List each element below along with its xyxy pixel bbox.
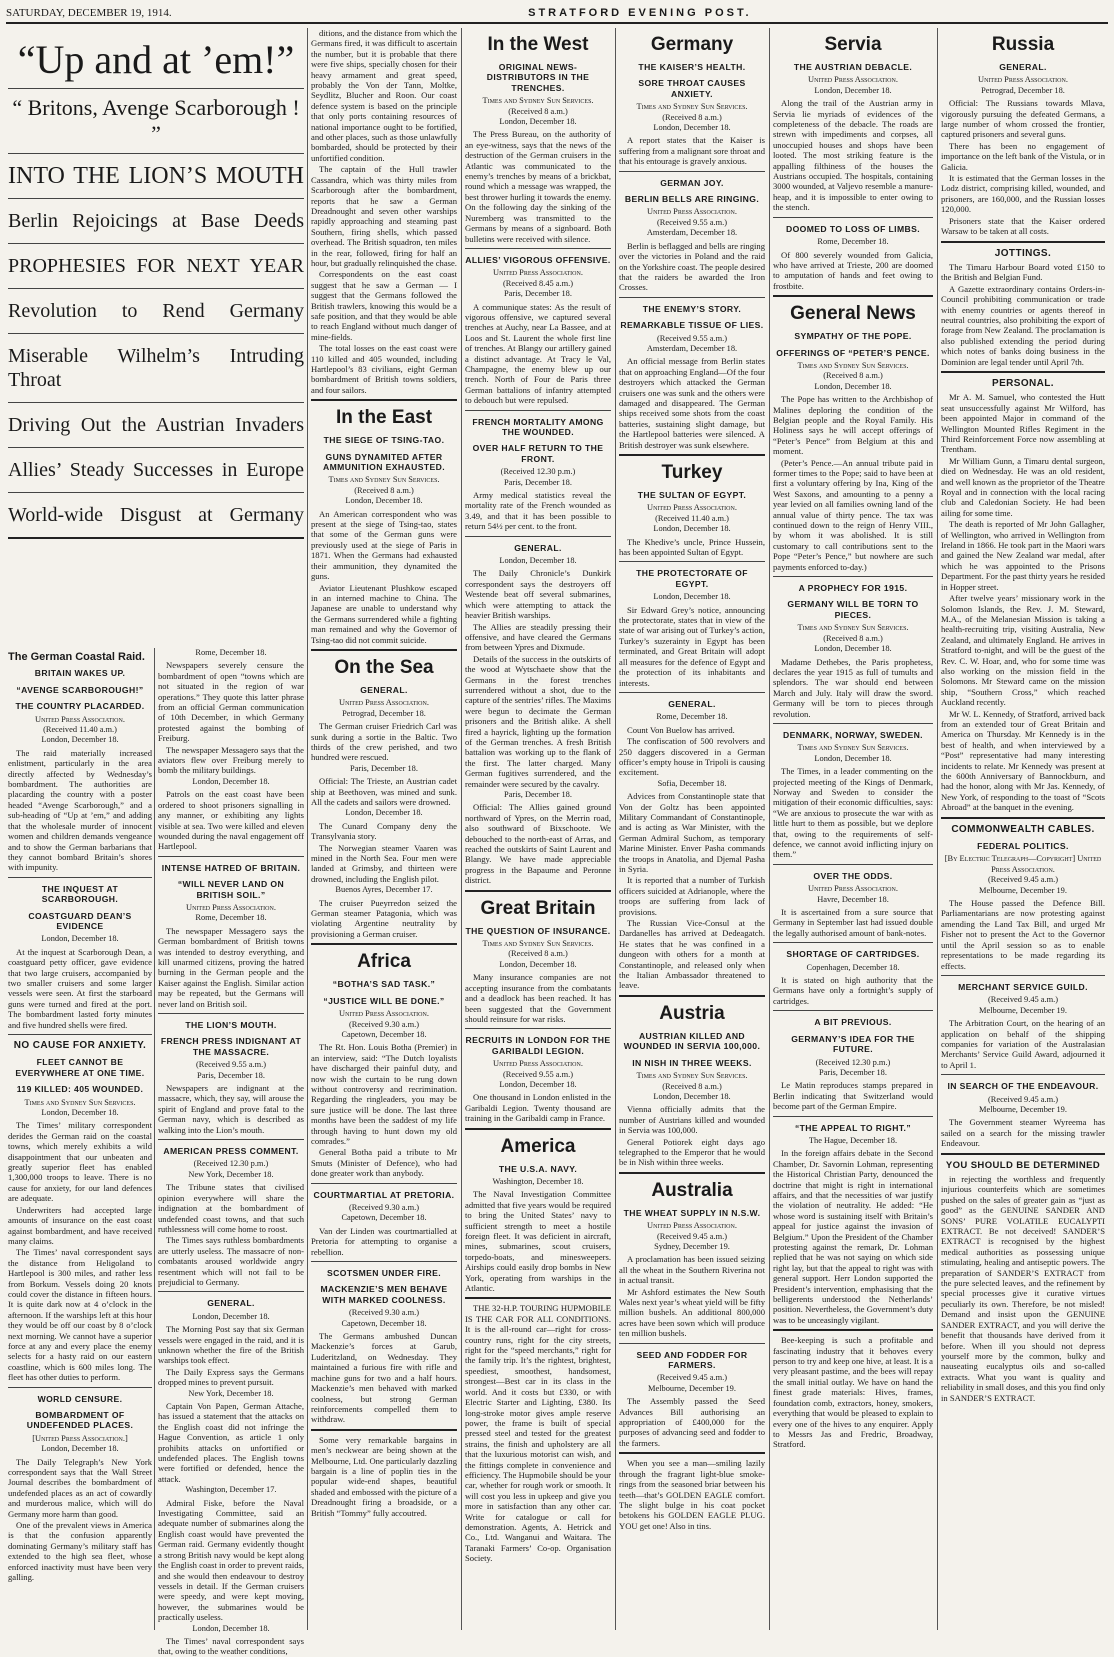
subhead: THE U.S.A. NAVY. [498, 1163, 578, 1174]
received: (Received 9.45 a.m.) [988, 875, 1058, 885]
dateline: London, December 18. [192, 1311, 270, 1321]
paragraph: Le Matin reproduces stamps prepared in Berlin indicating that Switzerland would become part of the German Empire. [773, 1080, 933, 1112]
dateline: London, December 18. [499, 117, 577, 127]
dateline: London, December 18. [41, 1108, 119, 1118]
jottings-title: JOTTINGS. [994, 247, 1052, 259]
dateline: Washington, December 18. [492, 1176, 584, 1186]
section-in-the-east: In the East [335, 407, 433, 429]
dateline: London, December 18. [345, 808, 423, 818]
paragraph: The Russian Vice-Consul at the Dardanelles has arrived at Dedeagatch. He states that he was confined in a dungeon with others for a month at Constantinople, and released only when the Italian Ambassador threatened to leave. [619, 918, 765, 991]
dateline: London, December 18. [41, 1444, 119, 1454]
section-russia: Russia [991, 34, 1055, 55]
agency: Times and Sydney Sun Services. [797, 743, 909, 753]
masthead [6, 4, 1108, 24]
agency: United Press Association. [493, 268, 583, 278]
subhead: FEDERAL POLITICS. [977, 841, 1069, 852]
subhead: MACKENZIE’S MEN BEHAVE WITH MARKED COOLNESS. [320, 1284, 448, 1305]
agency: Times and Sydney Sun Services. [328, 475, 440, 485]
subhead: OVER THE ODDS. [813, 870, 893, 881]
paragraph: Mr A. M. Samuel, who contested the Hutt seat unsuccessfully against Mr Wilford, has been appointed Major in command of the Wellington Mounted Rifles Regiment in the Third Reinforcement Force now assembling at Trentham. [941, 392, 1105, 455]
dateline: New York, December 18. [188, 1388, 274, 1398]
paragraph: Newspapers severely censure the bombardment of open “towns which are not situated in the region of war operations.” They quote this latter phrase from an official German communication of 10th December, in which Germany protested against the bombing of Freiburg. [158, 660, 304, 744]
paragraph: At the inquest at Scarborough Dean, a coastguard petty officer, gave evidence that two large cruisers, accompanied by two smaller cruisers and some larger vessels were seen. At first the starboard guns were turned and fired at the port. The bombardment lasted forty minutes and five hundred shells were fired. [8, 946, 152, 1030]
dateline: Capetown, December 18. [341, 1213, 427, 1223]
subhead: SEED AND FODDER FOR FARMERS. [636, 1349, 748, 1371]
section-on-the-sea: On the Sea [334, 656, 434, 678]
column-5 [773, 28, 933, 1630]
paragraph: ditions, and the distance from which the Germans fired, it was difficult to ascertain the number, but it is probable that there were five ships, specially chosen for their heavy armament and great speed, probably the Von der Tann, Moltke, Seydlitz, Blucher and Roon. Our coast defence system is based on the principle that only ports containing resources of national importance ought to be fortified, and other places, such as those unlawfully bombarded, should be protected by their unfortified condition. [311, 28, 457, 163]
headline-9: Allies’ Steady Successes in Europe [8, 459, 304, 481]
paragraph: The captain of the Hull trawler Cassandra, which was thirty miles from Scarborough after the bombardment, reports that he saw a German Dreadnought and seven other warships rapidly approaching and steaming past Southern, firing shells, which passed overhead. The British squadron, ten miles in the rear, followed, firing for half an hour, but gradually relinquished the chase. [311, 164, 457, 268]
dateline: Petrograd, December 18. [981, 85, 1065, 95]
agency: [By Electric Telegraph—Copyright] United Press Association. [944, 854, 1102, 874]
french-press-title: FRENCH PRESS INDIGNANT AT THE MASSACRE. [160, 1036, 302, 1057]
killed-sub: 119 KILLED: 405 WOUNDED. [16, 1084, 144, 1095]
received: (Received 12.30 p.m.) [815, 1057, 891, 1067]
paragraph: In the foreign affairs debate in the Second Chamber, Dr. Savornin Lohman, representing the Historical Christian Party, denounced the doctrine that might is right in international affairs, and that the necessities of war justify the violation of neutrality. He added: “He whose word is sustaining itself with Britain’s appeal for justice against the invasion of Belgium.” Upon the President of the Chamber protesting against the remark, Dr. Lohman replied that he was not saying on which side right lay, but that the appeal to right was with general support. Herr London supported the President’s intervention, emphasising that the belligerents understood the Netherlands’ position. Nevertheless, the Government’s duty was to be unceasingly vigilant. [773, 1148, 933, 1325]
bombardment-title: BOMBARDMENT OF UNDEFENDED PLACES. [26, 1410, 134, 1431]
inquest-title: THE INQUEST AT SCARBOROUGH. [41, 883, 119, 905]
dateline: London, December 18. [192, 1623, 270, 1633]
headline-2: “ Britons, Avenge Scarborough ! ” [12, 95, 300, 146]
received: (Received 8 a.m.) [823, 371, 883, 381]
agency: United Press Association. [808, 884, 898, 894]
dateline: Petrograd, December 18. [342, 708, 426, 718]
raid-sub2: “AVENGE SCARBOROUGH!” [16, 684, 144, 695]
paragraph: The Times’ naval correspondent says that, owing to the weather conditions, [158, 1635, 304, 1657]
dateline: Melbourne, December 19. [979, 1005, 1067, 1015]
anxiety-title: NO CAUSE FOR ANXIETY. [13, 1040, 147, 1051]
received: (Received 8 a.m.) [354, 485, 414, 495]
paragraph: Newspapers are indignant at the massacre, which, they say, will arouse the spirit of England and prove fatal to the German navy, which is described as walking into the Lion’s mouth. [158, 1083, 304, 1135]
paragraph: The death is reported of Mr John Gallagher, of Wellington, who arrived in Wellington from Ireland in 1866. He took part in the Maori wars and gained the New Zealand war medal, after which he was appointed to the Prisons Department. For the past thirty years he resided in Hopper street. [941, 519, 1105, 592]
agency: United Press Association. [339, 1009, 429, 1019]
main-headline: “Up and at ’em!” [17, 37, 295, 82]
paragraph: The newspaper Messagero says the German bombardment of British towns was intended to destroy everything, and kill unarmed citizens, proving the hatred burning in the German people and the Kaiser against the English. Similar action may be repeated, but the Germans will never land on British soil. [158, 925, 304, 1009]
advertisement: Some very remarkable bargains in men’s neckwear are being shown at the Melbourne, Ltd. One particularly dazzling bargain is a line of poplin ties in the popular wide-end shapes, beautiful shaded and embossed with the picture of a Dreadnought firing a broadside, or a British “Tommy” fully accoutred. [311, 1434, 457, 1518]
raid-title: The German Coastal Raid. [8, 651, 145, 663]
dateline: Rome, December 18. [817, 237, 889, 247]
subhead: GUNS DYNAMITED AFTER AMMUNITION EXHAUSTED. [322, 451, 446, 473]
dateline: Capetown, December 18. [341, 1318, 427, 1328]
column-6 [941, 28, 1105, 1630]
paragraph: Van der Linden was courtmartialled at Pretoria for attempting to organise a rebellion. [311, 1225, 457, 1257]
received: (Received 9.55 a.m.) [657, 333, 727, 343]
paragraph: Sir Edward Grey’s notice, announcing the protectorate, states that in view of the state of war arising out of Turkey’s action, Turkey’s suzerainty in Egypt has been terminated, and Great Britain will adopt all measures for the defence of Egypt and the protection of its inhabitants and interests. [619, 604, 765, 688]
subhead: GENERAL. [999, 62, 1047, 72]
paragraph: Army medical statistics reveal the mortality rate of the French wounded as 3.49, and that it has been possible to return 54½ per cent. to the front. [465, 490, 611, 532]
world-title: WORLD CENSURE. [37, 1393, 123, 1404]
subhead: DOOMED TO LOSS OF LIMBS. [785, 223, 921, 234]
section-america: America [500, 1135, 576, 1157]
subhead: THE PROTECTORATE OF EGYPT. [636, 568, 748, 589]
paragraph: The Daily Express says the Germans dropped mines to prevent pursuit. [158, 1366, 304, 1388]
dateline: London, December 18. [814, 85, 892, 95]
subhead: “BOTHA’S SAD TASK.” [332, 979, 436, 990]
received: (Received 8 a.m.) [508, 949, 568, 959]
raid-sub1: BRITAIN WAKES UP. [34, 668, 126, 679]
paragraph: Official: The Russians towards Mlava, vigorously pursuing the defeated Germans, a large number of whom crossed the frontier, captured prisoners and several guns. [941, 98, 1105, 140]
received: (Received 11.40 a.m.) [43, 725, 117, 735]
paragraph: The Times, in a leader commenting on the projected meeting of the Kings of Denmark, Norway and Sweden to consider the mitigation of their economic difficulties, says: “We are anxious to prosecute the war with as little hurt to them as possible, but we deplore that, owing to the requirements of self-defence, we cannot avoid inflicting injury on them.” [773, 766, 933, 860]
paragraph: Berlin is beflagged and bells are ringing over the victories in Poland and the raid on the Yorkshire coast. The people desired that the raiders be awarded the Iron Crosses. [619, 240, 765, 293]
paragraph: Admiral Fiske, before the Naval Investigating Committee, said an adequate number of submarines along the English coast would have prevented the German raid. Germany evidently thought a strong British navy would be kept along the English coast in order to prevent raids, and she would then endeavour to destroy vessels in detail. If the German cruisers were speedy, and were kept moving, however, the submarines would be practically useless. [158, 1497, 304, 1623]
advertisement: Bee-keeping is such a profitable and fascinating industry that it behoves every person to try and keep one hive, at least. It is a very pleasant pastime, and the bees will repay the small initial outlay. We have on hand the finest grade materials: Hives, frames, foundation comb, extractors, honey, smokers, everything that would be pleased to explain to every one of the hives to any enquirer. Apply to Messrs Jas and Fredric, Broadway, Stratford. [773, 1335, 933, 1450]
paragraph: The confiscation of 500 revolvers and 250 daggers discovered in a German officer’s empty house in Tripoli is causing excitement. [619, 736, 765, 778]
paragraph: The Rt. Hon. Louis Botha (Premier) in an interview, said: “The Dutch loyalists have discharged their painful duty, and now wish the curtain to be rung down without controversy and recrimination. Regarding the ringleaders, you may be sure justice will be done. The last three months have been the saddest of my life through having to hunt down my old comrades.” [311, 1042, 457, 1146]
dateline: The Hague, December 18. [808, 1135, 898, 1145]
dateline: London, December 18. [653, 592, 731, 602]
paragraph: The raid materially increased enlistment, particularly in the area directly affected by Wednesday’s bombardment. The authorities are placarding the country with a poster headed “Avenge Scarborough,” and a sub-heading of “Up at ’em,” and adding that the wholesale murder of innocent women and children demands vengeance and to show the German barbarians that they cannot bombard Britain’s shores with impunity. [8, 747, 152, 873]
column-1a [8, 648, 152, 1630]
subhead: THE ENEMY’S STORY. [642, 303, 742, 314]
subhead: GENERAL. [514, 542, 562, 553]
paragraph: The Allies are steadily pressing their offensive, and have cleared the Germans from between Ypres and Dixmude. [465, 621, 611, 653]
received: (Received 11.40 a.m.) [655, 513, 729, 523]
subhead: A BIT PREVIOUS. [814, 1017, 892, 1028]
subhead: SHORTAGE OF CARTRIDGES. [786, 949, 920, 960]
received: (Received 9.30 a.m.) [349, 1203, 419, 1212]
dateline: Paris, December 18. [819, 1067, 887, 1077]
inquest-sub: COASTGUARD DEAN’S EVIDENCE [28, 910, 132, 931]
dateline: London, December 18. [345, 496, 423, 506]
dateline: Melbourne, December 19. [979, 1104, 1067, 1114]
subhead: “JUSTICE WILL BE DONE.” [323, 995, 445, 1006]
paragraph: One of the prevalent views in America is that the confusion apparently dominating Germany’s military staff has extended to the high sea fleet, whose enforced inactivity must have been very galling. [8, 1520, 152, 1583]
headline-7: Miserable Wilhelm’s Intruding Throat [8, 345, 304, 391]
subhead: GENERAL. [360, 684, 408, 695]
subhead: GERMANY WILL BE TORN TO PIECES. [787, 599, 919, 620]
subhead: GERMAN JOY. [660, 177, 724, 188]
ad-title: YOU SHOULD BE DETERMINED [945, 1159, 1101, 1171]
paragraph: Madame Dethebes, the Paris prophetess, declares the year 1915 as full of tumults and splendors. The war should end between March and July. Italy will draw the sword. Germany will be torn to pieces through revolution. [773, 656, 933, 719]
paragraph: Underwriters had accepted large amounts of insurance on the east coast against bombardment, and have received many claims. [8, 1204, 152, 1246]
advertisement: in rejecting the worthless and frequently injurious counterfeits which are sometimes pushed on the sales of greater gain as “just as good” as the GENUINE SANDER AND SONS’ PURE VOLATILE EUCALYPTI EXTRACT. Be not deceived! SANDER’S EXTRACT is recognised by the highest medical authorities as possessing unique stimulating, healing and antiseptic powers. The preparation of SANDER’S EXTRACT from the pure selected leaves, and the refinement by special processes give it curative virtues peculiarly its own. Therefore, be not misled! Demand and insist upon the GENUINE SANDER EXTRACT, and you will derive the benefit that thousands have derived from it before. When ill you should not depress yourself more by the common, bulky and nauseating eucalyptus oils and so-called extracts. What you want is quality and reliability in small doses, and this you find only in SANDER’S EXTRACT. [941, 1174, 1105, 1403]
subhead: THE AUSTRIAN DEBACLE. [793, 62, 913, 72]
subhead: FRENCH MORTALITY AMONG THE WOUNDED. [472, 416, 604, 437]
paragraph: The Morning Post say that six German vessels were engaged in the raid, and it is unknown whether the fire of the British warships took effect. [158, 1324, 304, 1366]
lions-title: THE LION’S MOUTH. [185, 1020, 277, 1030]
dateline: London, December 18. [499, 959, 577, 969]
subhead: AUSTRIAN KILLED AND WOUNDED IN SERVIA 100,000. [623, 1030, 761, 1052]
paragraph: The House passed the Defence Bill. Parliamentarians are now protesting against amending the Land Tax Bill, and urged Mr Fisher not to present the Act to the Governor until the April session so as to enable representations to be made regarding its effects. [941, 898, 1105, 971]
agency: Times and Sydney Sun Services. [482, 96, 594, 106]
paragraph: The cruiser Pueyrredon seized the German steamer Patagonia, which was violating Argentine neutrality by provisioning a German cruiser. [311, 897, 457, 939]
dateline: London, December 18. [499, 556, 577, 566]
subhead: MERCHANT SERVICE GUILD. [958, 981, 1088, 992]
subhead: COURTMARTIAL AT PRETORIA. [313, 1189, 455, 1200]
paragraph: Many insurance companies are not accepting insurance from the combatants and a deadlock has been reached. It has been suggested that the Government should reinsure for war risks. [465, 972, 611, 1024]
paragraph: It is stated on high authority that the Germans have only a fortnight’s supply of cartridges. [773, 975, 933, 1006]
agency: Times and Sydney Sun Services. [24, 1097, 136, 1107]
subhead: DENMARK, NORWAY, SWEDEN. [783, 729, 923, 740]
paragraph: One thousand in London enlisted in the Garibaldi Legion. Twenty thousand are training in the Garibaldi camp in France. [465, 1092, 611, 1124]
paragraph: Official: The Trieste, an Austrian cadet ship at Beethoven, was mined and sunk. All the cadets and sailors were drowned. [311, 776, 457, 807]
agency: Times and Sydney Sun Services. [636, 1071, 748, 1081]
column-3 [465, 28, 611, 1630]
headline-10: World-wide Disgust at Germany [8, 504, 304, 526]
dateline: London, December 18. [41, 934, 119, 944]
agency: United Press Association. [647, 207, 737, 217]
subhead: RECRUITS IN LONDON FOR THE GARIBALDI LEGION. [465, 1035, 611, 1056]
issue-date: SATURDAY, DECEMBER 19, 1914. [6, 7, 172, 19]
received: (Received 8 a.m.) [508, 106, 568, 116]
subhead: “THE APPEAL TO RIGHT.” [794, 1122, 912, 1133]
section-germany: Germany [650, 34, 734, 55]
subhead: IN NISH IN THREE WEEKS. [632, 1057, 752, 1068]
headline-3: INTO THE LION’S MOUTH [8, 163, 304, 189]
headline-4: Berlin Rejoicings at Base Deeds [8, 210, 304, 232]
received: (Received 9.45 a.m.) [988, 995, 1058, 1005]
dateline: Paris, December 18. [504, 790, 572, 799]
dateline: Washington, December 17. [185, 1485, 277, 1495]
section-austria: Austria [659, 1002, 725, 1024]
paragraph: The Naval Investigation Committee admitted that five years would be required to bring the United States’ navy to sufficient strength to meet a hostile foreign fleet. It was deficient in aircraft, mines, submarines, scout cruisers, torpedo-boats, and minesweepers. Airships could easily drop bombs in New York, operating from warships in the Atlantic. [465, 1189, 611, 1294]
section-australia: Australia [651, 1179, 733, 1201]
agency: United Press Association. [978, 75, 1068, 85]
dateline: London, December 18. [499, 1079, 577, 1089]
subhead: REMARKABLE TISSUE OF LIES. [620, 320, 764, 331]
dateline: Rome, December 18. [656, 712, 728, 722]
paragraph: Patrols on the east coast have been ordered to shoot prisoners signalling in any manner, or exhibiting any lights visible at sea. Two were killed and eleven wounded during the naval engagement off Hartlepool. [158, 789, 304, 852]
paragraph: Details of the success in the outskirts of the wood at Wytschaete show that the Germans in the forest trenches surrendered without a shot, due to the capture of the sentries’ rifles. The Maxims were begun to decimate the German prisoners and the British alike. A shell fired a hayrick, lighting up the formation of the German trenches. A fresh British battalion was working up to the flank of the first. The latter charged. Many German fugitives surrendered, and the remainder were secured by the cavalry. [465, 653, 611, 789]
dateline: London, December 18. [653, 1091, 731, 1101]
paragraph: The Times says ruthless bombardments are utterly useless. The massacre of non-combatants aroused worldwide angry resentment which will not fail to be prejudicial to Germany. [158, 1235, 304, 1287]
paragraph: It is ascertained from a sure source that Germany in September last had issued double the legally authorised amount of bank-notes. [773, 907, 933, 938]
paragraph: Correspondents on the east coast suggest that he saw a German — I suggest that the Germans followed the British trawlers, knowing this would be a safe position, and that they would be able to reach England without much danger of mine-fields. [311, 269, 457, 342]
agency: United Press Association. [35, 714, 125, 724]
anxiety-sub: FLEET CANNOT BE EVERYWHERE AT ONE TIME. [15, 1057, 145, 1078]
dateline: Paris, December 18. [504, 477, 572, 487]
paragraph: An official message from Berlin states that on approaching England—Of the four destroyers which attacked the German cruisers one was sunk and the others were damaged and disappeared. The German ships received some shots from the coast batteries, sustaining slight damage, but the Hartlepool batteries were silenced. A British destroyer was sunk elsewhere. [619, 356, 765, 450]
paragraph: The Khedive’s uncle, Prince Hussein, has been appointed Sultan of Egypt. [619, 536, 765, 558]
advertisement: THE 32-H.P. TOURING HUPMOBILE IS THE CAR FOR ALL CONDITIONS. It is the all-round car—right for cross-country runs, right for the city streets, right for the “speed merchants,” right for the family trip. It’s the rightest, brightest, speediest, smoothest, handsomest, strongest—Best car in its class in the world. And it costs but £330, or with Electric Starter and Lighting, £380. Its long-stroke motor gives ample reserve power, the frame is built of special pressed steel and tested for the greatest strains, the finish and upholstery are all that the luxurious motorist can wish, and the fittings complete in convenience and efficiency. The Hupmobile should be your car, whether for rough work or smooth. It will cost you less in upkeep and give you more in satisfaction than any other car. Write for catalogue or call for demonstration. Agents, A. Hetrick and Co., Ltd. Wanganui and Waitara. The Taranaki Farmers’ Co-op. Organisation Society. [465, 1303, 611, 1564]
subhead: GENERAL. [668, 698, 716, 709]
subhead: ORIGINAL NEWS-DISTRIBUTORS IN THE TRENCHES. [486, 62, 590, 93]
commonwealth-title: COMMONWEALTH CABLES. [951, 823, 1095, 835]
received: (Received 9.45 a.m.) [657, 1373, 727, 1383]
paragraph: Vienna officially admits that the number of Austrians killed and wounded in Servia was 100,000. [619, 1104, 765, 1136]
column-2 [311, 28, 457, 1630]
column-1b [158, 648, 304, 1657]
paragraph: It is estimated that the German losses in the Lodz district, comprising killed, wounded, and prisoners, are 160,000, and the Russian losses 120,000. [941, 173, 1105, 215]
agency: [United Press Association.] [32, 1433, 128, 1443]
received: (Received 12.30 p.m.) [500, 467, 576, 477]
dateline: Amsterdam, December 18. [646, 228, 738, 238]
agency: United Press Association. [808, 75, 898, 85]
american-press-title: AMERICAN PRESS COMMENT. [163, 1146, 299, 1157]
received: (Received 9.55 a.m.) [657, 217, 727, 227]
received: (Received 8 a.m.) [823, 633, 883, 643]
dateline: London, December 18. [192, 776, 270, 786]
paragraph: Count Von Buelow has arrived. [627, 724, 735, 735]
hatred-title: INTENSE HATRED OF BRITAIN. [161, 862, 301, 873]
subhead: OFFERINGS OF “PETER’S PENCE. [776, 347, 930, 358]
paragraph: The Pope has written to the Archbishop of Malines deploring the condition of the Belgian people and the Royal Family. His Holiness says he will accept offerings of “Peter’s Pence” from Belgium at this and moment. [773, 394, 933, 457]
received: (Received 12.30 p.m.) [193, 1159, 269, 1169]
never-title: “WILL NEVER LAND ON BRITISH SOIL.” [177, 879, 285, 900]
subhead: THE SIEGE OF TSING-TAO. [323, 435, 445, 446]
received: (Received 9.45 a.m.) [988, 1094, 1058, 1104]
paragraph: Advices from Constantinople state that Von der Goltz has been appointed Military Commandant of Constantinople, and is acting as War Minister, with the German Admiral Suchom, as temporary Marine Minister. Enver Pasha commands the troops in Anatolia, and Djemal Pasha in Syria. [619, 791, 765, 874]
subhead: A PROPHECY FOR 1915. [798, 583, 908, 594]
section-great-britain: Great Britain [480, 897, 596, 919]
paragraph: The Government steamer Wyreema has sailed on a search for the missing trawler Endeavour. [941, 1117, 1105, 1149]
dateline: London, December 18. [814, 753, 892, 763]
subhead: THE SULTAN OF EGYPT. [637, 490, 747, 500]
paragraph: The total losses on the east coast were 110 killed and 405 wounded, including Hartlepool’s 83 civilians, eight German bombardment of British towns soldiers, and four sailors. [311, 343, 457, 395]
dateline: Rome, December 18. [195, 913, 267, 923]
subhead: BERLIN BELLS ARE RINGING. [624, 194, 760, 205]
dateline: London, December 18. [653, 524, 731, 534]
dateline: Paris, December 18. [197, 1070, 265, 1080]
newspaper-title: STRATFORD EVENING POST. [528, 7, 752, 19]
paragraph: Mr Ashford estimates the New South Wales next year’s wheat yield will be fifty million bushels. An additional 800,000 acres have been sown which will produce ten million bushels. [619, 1286, 765, 1339]
headline-8: Driving Out the Austrian Invaders [8, 414, 304, 436]
section-servia: Servia [824, 34, 882, 55]
paragraph: The newspaper Messagero says that the aviators flew over Freiburg merely to bomb the military buildings. [158, 744, 304, 776]
dateline: Sofia, December 18. [657, 778, 727, 788]
dateline: Copenhagen, December 18. [806, 962, 900, 972]
agency: Times and Sydney Sun Services. [482, 939, 594, 949]
headline-6: Revolution to Rend Germany [8, 300, 304, 322]
general-title: GENERAL. [207, 1298, 255, 1309]
dateline: Paris, December 18. [504, 289, 572, 299]
dateline: Capetown, December 18. [341, 1029, 427, 1039]
paragraph: A communique states: As the result of vigorous offensive, we captured several trenches at Auchy, near La Bassee, and at Loos and St. Laurent the whole first line of trenches. At Blangy our artillery gained a distinct advantage. At Tracy le Val, Champagne, the enemy blew up our trench. North of Four de Paris three German battalions of infantry attempted to debouch but were repulsed. [465, 301, 611, 406]
agency: Times and Sydney Sun Services. [636, 102, 748, 112]
paragraph: General Potiorek eight days ago telegraphed to the Emperor that he would be in Nish within three weeks. [619, 1136, 765, 1168]
paragraph: Official: The Allies gained ground northward of Ypres, on the Merrin road, also southward of Bixschoote. We debouched to the north-east of Arras, and reached the outskirts of Saint Laurent and Blangy. We have made appreciable progress in the Bapaume and Peronne district. [465, 802, 611, 886]
paragraph: An American correspondent who was present at the siege of Tsing-tao, states that some of the German guns were previously used at the siege of Paris in 1871. When the Germans had exhausted their ammunition, they dynamited the guns. [311, 508, 457, 582]
received: (Received 9.55 a.m.) [196, 1060, 266, 1070]
subhead: SORE THROAT CAUSES ANXIETY. [638, 78, 746, 99]
paragraph: The Press Bureau, on the authority of an eye-witness, says that the news of the destruction of the German cruisers in the Atlantic was communicated to the enemy’s trenches by means of a brickbat, round which a message was wrapped, the best thrower hurling it towards the enemy. On the following day the sinking of the Nuremberg was transmitted to the Germans by means of a signboard. Both bulletins were received with silence. [465, 129, 611, 244]
agency: Times and Sydney Sun Services. [797, 360, 909, 370]
dateline: Melbourne, December 19. [979, 885, 1067, 895]
agency: United Press Association. [493, 1059, 583, 1069]
subhead: OVER HALF RETURN TO THE FRONT. [472, 443, 604, 464]
paragraph: (Peter’s Pence.—An annual tribute paid in former times to the Pope; said to have been at first a voluntary offering by Ina, King of the West Saxons, and amounting to a penny a year levied on all families owning land of the annual value of thirty pence. The tax was continued down to the reign of Henry VIII., by whom it was abolished. It is still customary to call contributions sent to the Pope “Peter’s Pence,” but nowhere are such payments enforced to-day.) [773, 457, 933, 572]
dateline: London, December 18. [653, 123, 731, 133]
paragraph: The Timaru Harbour Board voted £150 to the British and Belgian Fund. [941, 261, 1105, 283]
received: (Received 8 a.m.) [662, 1081, 722, 1091]
received: (Received 9.30 a.m.) [349, 1019, 419, 1029]
paragraph: A Gazette extraordinary contains Orders-in-Council prohibiting communication or trade with enemy countries or agents thereof in neutral countries, also prohibiting the export of forage from New Zealand. The proclamation is also published extending the period during which notes of banks doing business in the Dominion are legal tender until April 7th. [941, 283, 1105, 367]
paragraph: The Assembly passed the Seed Advances Bill authorising an appropriation of £400,000 for the purposes of advancing seed and fodder to the farmers. [619, 1396, 765, 1448]
paragraph: The Arbitration Court, on the hearing of an application on behalf of the shipping companies for variation of the Australasian Merchants’ Service Guild Award, adjourned it to April 1. [941, 1018, 1105, 1070]
paragraph: The Times’ military correspondent derides the German raid on the coastal towns, which merely exhibits a wild disappointment that our unbeaten and greatly superior fleet has enabled 1,300,000 troops to leave. There is no cause for anxiety, for our land defences are adequate. [8, 1120, 152, 1204]
paragraph: The Norwegian steamer Vaaren was mined in the North Sea. Four men were landed at Grimsby, and thirteen were drowned, including the English pilot. [311, 842, 457, 884]
agency: United Press Association. [186, 902, 276, 912]
subhead: THE WHEAT SUPPLY IN N.S.W. [623, 1207, 761, 1218]
paragraph: The German cruiser Friedrich Carl was sunk during a sortie in the Baltic. Two thirds of the crew perished, and two hundred were rescued. [311, 721, 457, 763]
paragraph: General Botha paid a tribute to Mr Smuts (Minister of Defence), who had done greater work than anybody. [311, 1147, 457, 1179]
paragraph: The Tribune states that civilised opinion everywhere will share the indignation at the bombardment of undefended coast towns, and that such ruthlessness will come home to roost. [158, 1182, 304, 1234]
subhead: IN SEARCH OF THE ENDEAVOUR. [947, 1081, 1099, 1092]
agency: United Press Association. [339, 698, 429, 708]
paragraph: Captain Von Papen, German Attache, has issued a statement that the attacks on the English coast did not infringe the Hague Convention, as article 1 only prohibits attacks on unfortified or undefended places. The English towns were fortified or defended, hence the attack. [158, 1401, 304, 1484]
dateline: Amsterdam, December 18. [646, 343, 738, 353]
section-africa: Africa [357, 951, 411, 973]
paragraph: The Daily Chronicle’s Dunkirk correspondent says the destroyers off Westende beat off several submarines, which were attempting to attack the heavier British warships. [465, 568, 611, 621]
received: (Received 8 a.m.) [662, 112, 722, 122]
paragraph: A report states that the Kaiser is suffering from a malignant sore throat and that his entourage is gravely anxious. [619, 135, 765, 167]
column-4 [619, 28, 765, 1630]
dateline: London, December 18. [814, 381, 892, 391]
section-in-the-west: In the West [487, 34, 589, 55]
subhead: SYMPATHY OF THE POPE. [794, 331, 912, 342]
paragraph: Prisoners state that the Kaiser ordered Warsaw to be taken at all costs. [941, 215, 1105, 237]
dateline: Melbourne, December 19. [648, 1383, 736, 1393]
subhead: GERMANY’S IDEA FOR THE FUTURE. [791, 1033, 915, 1055]
headline-5: PROPHESIES FOR NEXT YEAR [8, 255, 304, 277]
paragraph: Along the trail of the Austrian army in Servia lie myriads of evidences of the completeness of the debacle. The roads are strewn with impediments and corpses, all unoccupied houses and shops have been looted. The most striking feature is the appalling filthiness of the houses the Austrians occupied. The hospitals, containing 3000 wounded, at Valjevo resemble a manure-heap, and it is impossible to enter owing to the stench. [773, 98, 933, 213]
dateline: London, December 18. [814, 644, 892, 654]
paragraph: Aviator Lieutenant Plushkow escaped in an interned machine to China. The Japanese are unable to understand why the Germans surrendered while a fighting man remained and why the Governor of Tsing-tao did not commit suicide. [311, 582, 457, 645]
received: (Received 9.55 a.m.) [503, 1069, 573, 1079]
subhead: SCOTSMEN UNDER FIRE. [327, 1268, 441, 1279]
paragraph: There has been no engagement of importance on the left bank of the Vistula, or in Galicia. [941, 140, 1105, 172]
agency: United Press Association. [647, 503, 737, 513]
paragraph: The Daily Telegraph’s New York correspondent says that the Wall Street Journal describes the bombardment of undefended places as an act of cowardly and murderous malice, which will do Germany more harm than good. [8, 1456, 152, 1519]
raid-sub3: THE COUNTRY PLACARDED. [15, 701, 145, 712]
paragraph: It is reported that a number of Turkish officers suicided at Adrianople, where the troops are suffering from lack of provisions. [619, 875, 765, 917]
dateline: Havre, December 18. [817, 894, 889, 904]
dateline: Buenos Ayres, December 17. [335, 885, 433, 895]
received: (Received 9.45 a.m.) [657, 1231, 727, 1241]
dateline: Sydney, December 19. [654, 1241, 730, 1251]
agency: United Press Association. [647, 1221, 737, 1231]
received: (Received 9.30 a.m.) [349, 1308, 419, 1318]
dateline: Paris, December 18. [350, 763, 418, 773]
agency: Times and Sydney Sun Services. [797, 623, 909, 633]
dateline: Rome, December 18. [195, 648, 267, 657]
paragraph: Of 800 severely wounded from Galicia, who have arrived at Trieste, 200 are doomed to amputation of hands and feet owing to frostbite. [773, 249, 933, 291]
dateline: New York, December 18. [188, 1169, 274, 1179]
received: (Received 8.45 a.m.) [503, 278, 573, 288]
paragraph: Mr William Gunn, a Timaru dental surgeon, died on Wednesday. He was an old resident, and well known as the proprietor of the Theatre Royal and in connection with the local racing club and Caledonian Society. He had been ailing for some time. [941, 455, 1105, 518]
personal-title: PERSONAL. [992, 377, 1054, 389]
dateline: London, December 18. [41, 735, 119, 745]
paragraph: The Times’ naval correspondent says the distance from Heligoland to Hartlepool is 300 miles, and rather less from Borkum. Vessels doing 20 knots could cover the distance in fifteen hours. It is quite dark now at 4 o’clock in the afternoon. If the warships left at this hour they would be off our coast by 8 o’clock next morning. We cannot have a superior force at any and every place the enemy selects for a hasty raid on our eastern coastline, which is 600 miles long. The fleet has other duties to perform. [8, 1247, 152, 1383]
subhead: ALLIES’ VIGOROUS OFFENSIVE. [465, 254, 611, 265]
subhead: THE KAISER’S HEALTH. [638, 62, 746, 72]
paragraph: Mr W. L. Kennedy, of Stratford, arrived back from an extended tour of Great Britain and America on Thursday. Mr Kennedy is in the best of health, and when interviewed by a “Post” representative had many interesting incidents to relate. Mr Kennedy was present at the 600th Anniversary of Bannockburn, and had the honor, along with Mr Jas. Kennedy, of New York, of responding to the toast of “Scots Abroad” at the banquet in the evening. [941, 708, 1105, 813]
paragraph: A proclamation has been issued seizing all the wheat in the Southern Riverina not in actual transit. [619, 1254, 765, 1286]
subhead: THE QUESTION OF INSURANCE. [465, 925, 611, 936]
paragraph: After twelve years’ missionary work in the Solomon Islands, the Rev. J. M. Steward, M.A., of the Melanesian Mission is taking a health-recruiting trip, visiting Australia, New Zealand, and ultimately England. He arrives in Stratford to-night, and will be the guest of the Rev. C. W. Hoar, and, who for some time was also working on the mission field in the Solomons. Mr Steward came on the mission ship, “Southern Cross,” which reached Auckland recently. [941, 593, 1105, 708]
paragraph: The Germans ambushed Duncan Mackenzie’s forces at Garub, Luderitzland, on Wednesday. They maintained a furious fire with rifle and machine guns for two and a half hours. Mackenzie’s men behaved with marked coolness, but strong German reinforcements compelled them to withdraw. [311, 1331, 457, 1425]
section-general-news: General News [790, 303, 916, 325]
advertisement: When you see a man—smiling lazily through the fragrant light-blue smoke-rings from the seasoned briar between his teeth—that’s GOLDEN EAGLE comfort. The slight bulge in his coat pocket betokens his GOLDEN EAGLE PLUG. YOU get one! Also in tins. [619, 1458, 765, 1531]
section-turkey: Turkey [661, 462, 723, 483]
paragraph: The Cunard Company deny the Transylvania story. [311, 820, 457, 842]
